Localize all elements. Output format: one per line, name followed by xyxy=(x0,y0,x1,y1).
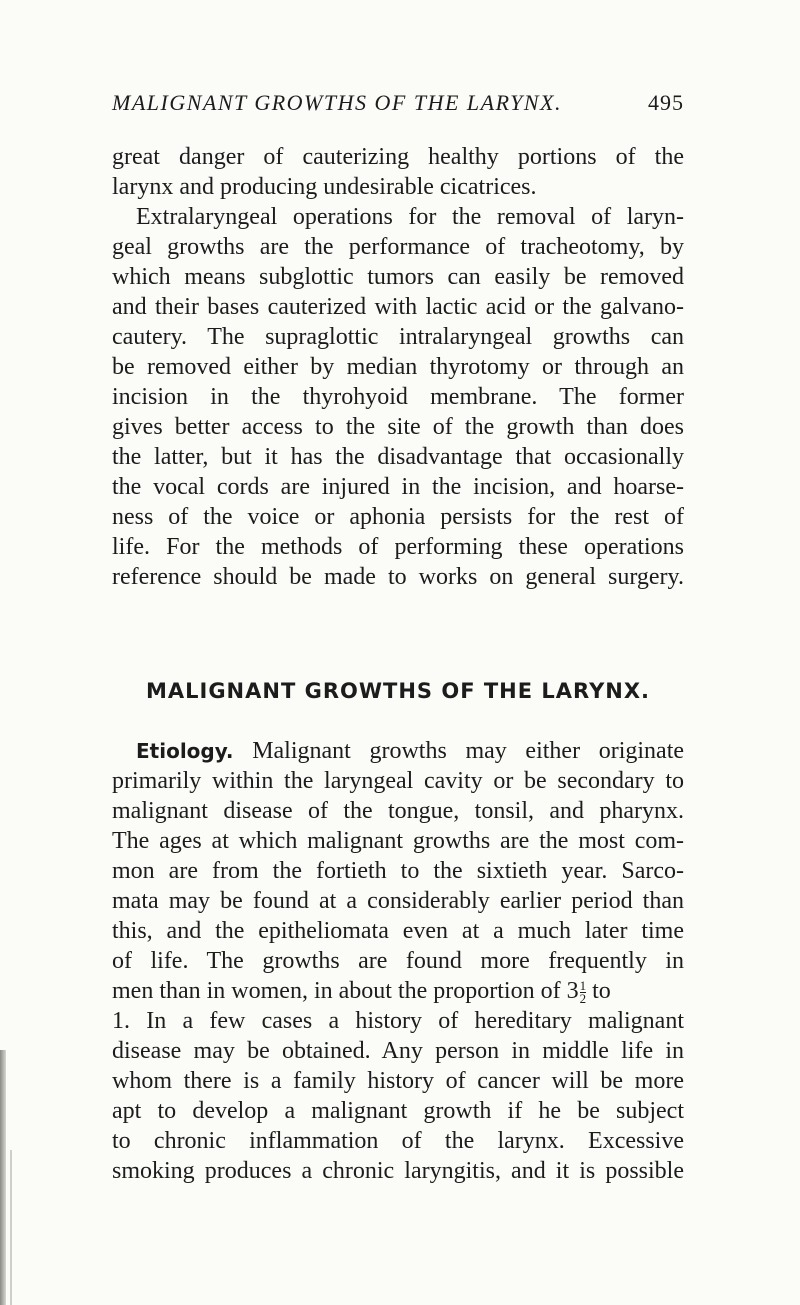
body-text-line: mata may be found at a considerably earlier period than xyxy=(112,888,684,914)
body-text-line: life. For the methods of performing these operations xyxy=(112,534,684,560)
fraction-denominator: 2 xyxy=(579,990,587,1006)
body-text-line: The ages at which malignant growths are the most com- xyxy=(112,828,684,854)
body-text-line: incision in the thyrohyoid membrane. The former xyxy=(112,384,684,410)
body-text-line: smoking produces a chronic laryngitis, and it is possible xyxy=(112,1158,684,1184)
etiology-first-line xyxy=(136,736,684,766)
body-text-line: to chronic inflammation of the larynx. Excessive xyxy=(112,1128,684,1154)
body-text-line: whom there is a family history of cancer will be more xyxy=(112,1068,684,1094)
body-text-line: great danger of cauterizing healthy portions of the xyxy=(112,144,684,170)
section-heading: MALIGNANT GROWTHS OF THE LARYNX. xyxy=(145,679,651,703)
body-text-line: malignant disease of the tongue, tonsil, and pharynx. xyxy=(112,798,684,824)
running-head xyxy=(112,88,684,118)
page-edge-shadow xyxy=(10,1150,12,1305)
body-text-span: men than in women, in about the proportion of 3 xyxy=(112,978,579,1004)
body-text-line: reference should be made to works on general surgery. xyxy=(112,564,684,590)
body-text-span: to xyxy=(586,978,611,1004)
body-text-line: which means subglottic tumors can easily be removed xyxy=(112,264,684,290)
body-text-line: ness of the voice or aphonia persists for the rest of xyxy=(112,504,684,530)
page-number: 495 xyxy=(648,90,684,115)
body-text-line: of life. The growths are found more frequently in xyxy=(112,948,684,974)
body-text-line: larynx and producing undesirable cicatrices. xyxy=(112,174,537,200)
body-text-line: and their bases cauterized with lactic acid or the galvano- xyxy=(112,294,684,320)
body-text-line: cautery. The supraglottic intralaryngeal growths can xyxy=(112,324,684,350)
body-text-line: be removed either by median thyrotomy or through an xyxy=(112,354,684,380)
body-text-line: the latter, but it has the disadvantage that occasionally xyxy=(112,444,684,470)
body-text-line: the vocal cords are injured in the incision, and hoarse- xyxy=(112,474,684,500)
body-text-line: gives better access to the site of the growth than does xyxy=(112,414,684,440)
proportion-line xyxy=(112,976,684,1006)
body-text-line: apt to develop a malignant growth if he be subject xyxy=(112,1098,684,1124)
body-text-line: geal growths are the performance of tracheotomy, by xyxy=(112,234,684,260)
running-head-title: MALIGNANT GROWTHS OF THE LARYNX. xyxy=(112,90,562,115)
body-text-line: primarily within the laryngeal cavity or be secondary to xyxy=(112,768,684,794)
run-in-heading: Etiology. xyxy=(136,739,234,763)
fraction-numerator: 1 xyxy=(579,977,587,993)
body-text-span: Malignant growths may either originate xyxy=(252,738,685,764)
body-text-line: this, and the epitheliomata even at a much later time xyxy=(112,918,684,944)
page-edge-shadow xyxy=(0,1050,6,1305)
body-text-line: disease may be obtained. Any person in middle life in xyxy=(112,1038,684,1064)
body-text-line: mon are from the fortieth to the sixtieth year. Sarco- xyxy=(112,858,684,884)
body-text-line: Extralaryngeal operations for the removal of laryn- xyxy=(136,204,684,230)
body-text-line: 1. In a few cases a history of hereditary malignant xyxy=(112,1008,684,1034)
